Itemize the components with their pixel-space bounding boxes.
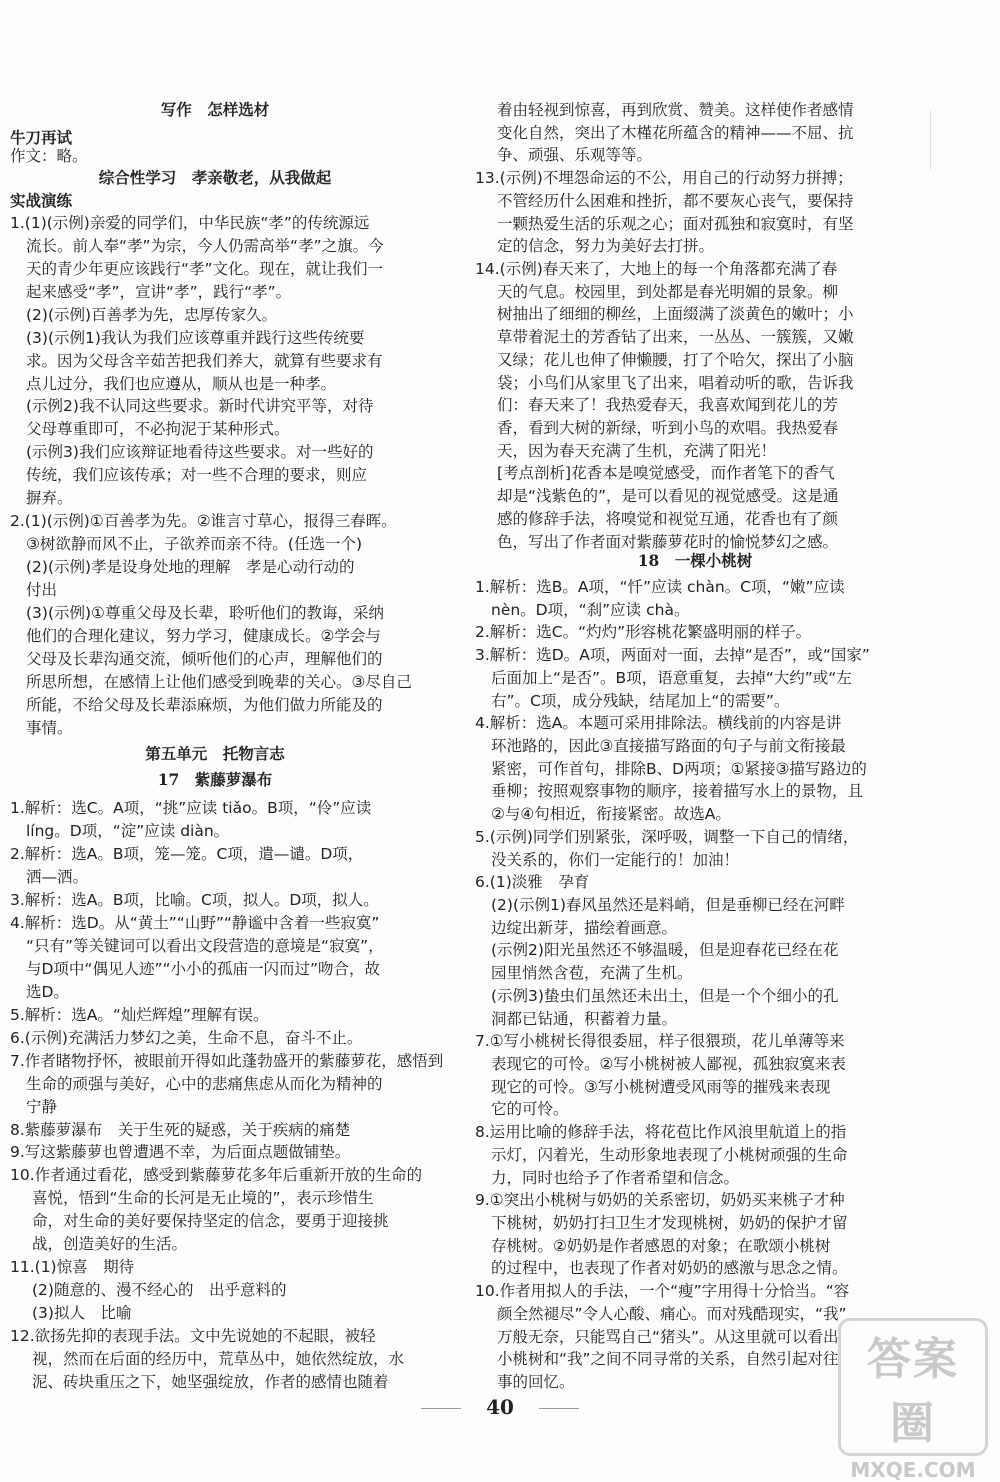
- right-text-line: (示例3)蛰虫们虽然还未出土，但是一个个细小的孔: [491, 987, 839, 1005]
- right-text-line: 园里悄然含苞，充满了生机。: [491, 964, 693, 982]
- left-text-line: 父母尊重即可，不必拘泥于某种形式。: [26, 420, 290, 438]
- left-text-line: 9.写这紫藤萝也曾遭遇不幸，为后面点题做铺垫。: [10, 1143, 351, 1161]
- right-text-line: nèn。D项，“刹”应读 chà。: [491, 601, 690, 619]
- right-text-line: 们：春天来了！我热爱春天，我喜欢闻到花儿的芳: [497, 396, 839, 414]
- left-text-line: 战，创造美好的生活。: [32, 1235, 188, 1253]
- left-text-line: 命，对生命的美好要保持坚定的信念，要勇于迎接挑: [32, 1212, 389, 1230]
- right-text-line: 着由轻视到惊喜，再到欣赏、赞美。这样使作者感情: [497, 101, 854, 119]
- right-text-line: 没关系的，你们一定能行的！加油！: [491, 851, 740, 869]
- right-text-line: 1.解析：选B。A项，“忏”应读 chàn。C项，“嫩”应读: [475, 578, 845, 596]
- left-text-line: 宁静: [26, 1098, 58, 1116]
- right-text-line: 树抽出了细细的柳丝，上面缀满了淡黄色的嫩叶；小: [497, 305, 854, 323]
- left-text-line: 1.(1)(示例)亲爱的同学们，中华民族“孝”的传统源远: [10, 214, 370, 232]
- left-text-line: 洒—洒。: [26, 868, 89, 886]
- left-text-line: “只有”等关键词可以看出文段营造的意境是“寂寞”，: [26, 937, 384, 955]
- right-text-line: 色，写出了作者面对紫藤萝花时的愉悦梦幻之感。: [497, 533, 839, 551]
- watermark-site: MXQE.COM: [850, 1458, 976, 1482]
- left-text-line: ③树欲静而风不止，子欲养而亲不待。(任选一个): [26, 535, 362, 553]
- right-text-line: 小桃树和“我”之间不同寻常的关系，自然引起对往: [497, 1350, 839, 1368]
- right-text-line: 7.①写小桃树长得很委屈，样子很猥琐，花儿单薄等来: [475, 1032, 845, 1050]
- right-text-line: 紧密，可作首句，排除B、D两项；①紧接③描写路边的: [491, 760, 867, 778]
- right-text-line: 香，看到大树的新绿，听到小鸟的欢唱。我热爱春: [497, 419, 839, 437]
- right-text-line: 天，因为春天充满了生机，充满了阳光！: [497, 442, 777, 460]
- right-text-line: 的过程中，也表现了作者对奶奶的感激与思念之情。: [491, 1259, 848, 1277]
- left-text-line: 他们的合理化建议，努力学习，健康成长。②学会与: [26, 627, 381, 645]
- right-text-line: 颜全然褪尽”令人心酸、痛心。而对残酷现实，“我”: [497, 1305, 847, 1323]
- left-text-line: 写作 怎样选材: [160, 100, 270, 119]
- right-text-line: 力，同时也给予了作者希望和信念。: [491, 1169, 740, 1187]
- left-text-line: 喜悦，悟到“生命的长河是无止境的”，表示珍惜生: [32, 1189, 374, 1207]
- right-text-line: 草带着泥土的芳香钻了出来，一丛丛、一簇簇，又嫩: [497, 328, 854, 346]
- left-text-line: 3.解析：选A。B项，比喻。C项，拟人。D项，拟人。: [10, 891, 379, 909]
- right-text-line: (示例2)阳光虽然还不够温暖，但是迎春花已经在花: [491, 941, 839, 959]
- left-text-line: 牛刀再试: [10, 129, 73, 147]
- left-text-line: 付出: [26, 581, 58, 599]
- right-text-line: 后面加上“是否”。B项，语意重复，去掉“大约”或“左: [491, 669, 852, 687]
- left-text-line: 综合性学习 孝亲敬老，从我做起: [98, 168, 332, 187]
- left-text-line: 12.欲扬先抑的表现手法。文中先说她的不起眼，被轻: [10, 1327, 376, 1345]
- left-text-line: 流长。前人奉“孝”为宗，今人仍需高举“孝”之旗。今: [26, 237, 384, 255]
- left-text-line: 作文：略。: [10, 147, 88, 165]
- right-text-line: 袋；小鸟们从家里飞了出来，唱着动听的歌，告诉我: [497, 374, 854, 392]
- left-text-line: (示例2)我不认同这些要求。新时代讲究平等，对待: [26, 397, 374, 415]
- right-text-line: [考点剖析]花香本是嗅觉感受，而作者笔下的香气: [497, 464, 835, 482]
- left-text-line: 所能，不给父母及长辈添麻烦，为他们做力所能及的: [26, 696, 383, 714]
- left-text-line: (2)(示例)孝是设身处地的理解 孝是心动行动的: [26, 558, 355, 576]
- right-text-line: 事的回忆。: [497, 1373, 575, 1391]
- left-text-line: 6.(示例)充满活力梦幻之美，生命不息，奋斗不止。: [10, 1029, 363, 1047]
- left-text-line: líng。D项，“淀”应读 diàn。: [26, 822, 230, 840]
- right-text-line: 3.解析：选D。A项，两面对一面，去掉“是否”，或“国家”: [475, 646, 870, 664]
- left-text-line: 4.解析：选D。从“黄土”“山野”“静谧中含着一些寂寞”: [10, 914, 380, 932]
- left-text-line: 生命的顽强与美好，心中的悲痛焦虑从而化为精神的: [26, 1075, 383, 1093]
- right-text-line: 13.(示例)不埋怨命运的不公，用自己的行动努力拼搏；: [475, 169, 853, 187]
- left-text-line: 天的青少年更应该践行“孝”文化。现在，就让我们一: [26, 260, 384, 278]
- left-text-line: 视，然而在后面的经历中，荒草丛中，她依然绽放，水: [32, 1350, 405, 1368]
- left-text-line: 7.作者睹物抒怀，被眼前开得如此蓬勃盛开的紫藤萝花，感悟到: [10, 1052, 444, 1070]
- right-text-line: 10.作者用拟人的手法，一个“瘦”字用得十分恰当。“容: [475, 1282, 850, 1300]
- right-text-line: 它的可怜。: [491, 1100, 569, 1118]
- left-text-line: 点儿过分，我们也应遵从，顺从也是一种孝。: [26, 375, 337, 393]
- right-text-line: 4.解析：选A。本题可采用排除法。横线前的内容是讲: [475, 714, 842, 732]
- left-text-line: 求。因为父母含辛茹苦把我们养大，就算有些要求有: [26, 352, 383, 370]
- right-text-line: 又绿；花儿也伸了伸懒腰，打了个哈欠，探出了小脑: [497, 351, 854, 369]
- left-text-line: 事情。: [26, 719, 73, 737]
- right-text-line: 2.解析：选C。“灼灼”形容桃花繁盛明丽的样子。: [475, 623, 812, 641]
- left-text-line: 传统，我们应该传承；对一些不合理的要求，则应: [26, 466, 368, 484]
- right-text-line: 垂柳；按照观察事物的顺序，接着描写水上的景物，且: [491, 782, 864, 800]
- left-text-line: 2.(1)(示例)①百善孝为先。②谁言寸草心，报得三春晖。: [10, 512, 397, 530]
- right-text-line: 却是“浅紫色的”，是可以看见的视觉感受。这是通: [497, 487, 839, 505]
- right-text-line: 不管经历什么困难和挫折，都不要灰心丧气，要保持: [497, 192, 854, 210]
- scan-edge-line: [930, 110, 931, 170]
- left-text-line: 起来感受“孝”，宣讲“孝”，践行“孝”。: [26, 283, 292, 301]
- right-text-line: 变化自然，突出了木槿花所蕴含的精神——不屈、抗: [497, 124, 854, 142]
- left-text-line: 8.紫藤萝瀑布 关于生死的疑惑，关于疾病的痛楚: [10, 1121, 351, 1139]
- right-text-line: 存桃树。②奶奶是作者感恩的对象；在歌颂小桃树: [491, 1237, 831, 1255]
- right-text-line: 争、顽强、乐观等等。: [497, 146, 653, 164]
- left-text-line: 所思所想，在感情上让他们感受到晚辈的关心。③尽自己: [26, 673, 412, 691]
- right-text-line: 8.运用比喻的修辞手法，将花苞比作风浪里航道上的指: [475, 1123, 847, 1141]
- right-text-line: 定的信念，努力为美好去打拼。: [497, 237, 715, 255]
- left-text-line: 1.解析：选C。A项，“挑”应读 tiǎo。B项，“伶”应读: [10, 799, 372, 817]
- page-number: 40: [486, 1395, 514, 1419]
- left-text-line: 17 紫藤萝瀑布: [157, 770, 273, 789]
- left-text-line: 与D项中“偶见人迹”“小小的孤庙一闪而过”吻合，故: [26, 960, 381, 978]
- left-text-line: (3)(示例1)我认为我们应该尊重并践行这些传统要: [26, 329, 365, 347]
- right-text-line: ②与④句相近，衔接紧密。故选A。: [491, 805, 731, 823]
- right-text-line: 6.(1)淡雅 孕育: [475, 873, 590, 891]
- left-text-line: (3)拟人 比喻: [32, 1304, 132, 1322]
- left-text-line: 泥、砖块重压之下，她坚强绽放，作者的感情也随着: [32, 1373, 389, 1391]
- right-text-line: 现它的可怜。③写小桃树遭受风雨等的摧残来表现: [491, 1078, 831, 1096]
- left-text-line: (2)随意的、漫不经心的 出乎意料的: [32, 1281, 287, 1299]
- right-text-line: 表现它的可怜。②写小桃树被人鄙视，孤独寂寞来表: [491, 1055, 846, 1073]
- right-text-line: 9.①突出小桃树与奶奶的关系密切，奶奶买来桃子才种: [475, 1191, 845, 1209]
- right-text-line: (2)(示例1)春风虽然还是料峭，但是垂柳已经在河畔: [491, 896, 845, 914]
- right-text-line: 下桃树，奶奶打扫卫生才发现桃树，奶奶的保护才留: [491, 1214, 848, 1232]
- watermark-logo: [838, 1318, 988, 1482]
- right-text-line: 洞都已钻通，积蓄着力量。: [491, 1010, 678, 1028]
- left-text-line: 5.解析：选A。“灿烂辉煌”理解有误。: [10, 1006, 269, 1024]
- left-text-line: 父母及长辈沟通交流，倾听他们的心声，理解他们的: [26, 650, 383, 668]
- left-text-line: (2)(示例)百善孝为先，忠厚传家久。: [26, 306, 278, 324]
- right-text-line: 万般无奈，只能骂自己“猪头”。从这里就可以看出: [497, 1328, 839, 1346]
- left-text-line: (3)(示例)①尊重父母及长辈，聆听他们的教诲，采纳: [26, 604, 384, 622]
- left-text-line: (示例3)我们应该辩证地看待这些要求。对一些好的: [26, 443, 374, 461]
- left-text-line: 第五单元 托物言志: [145, 744, 285, 763]
- right-text-line: 边绽出新芽，描绘着画意。: [491, 919, 678, 937]
- right-text-line: 一颗热爱生活的乐观之心；面对孤独和寂寞时，有坚: [497, 215, 854, 233]
- right-text-line: 5.(示例)同学们别紧张，深呼吸，调整一下自己的情绪，: [475, 828, 859, 846]
- left-text-line: 11.(1)惊喜 期待: [10, 1258, 135, 1276]
- left-text-line: 实战演练: [10, 192, 73, 210]
- left-text-line: 选D。: [26, 983, 69, 1001]
- watermark-logo-text: 答案圈: [838, 1318, 988, 1456]
- right-text-line: 感的修辞手法，将嗅觉和视觉互通，花香也有了颜: [497, 510, 839, 528]
- right-text-line: 示灯，闪着光，生动形象地表现了小桃树顽强的生命: [491, 1146, 848, 1164]
- left-text-line: 2.解析：选A。B项，笼—笼。C项，遣—谴。D项，: [10, 845, 364, 863]
- right-text-line: 右”。C项，成分残缺，结尾加上“的需要”。: [491, 692, 790, 710]
- footer-dash-right: [539, 1408, 579, 1409]
- left-text-line: 10.作者通过看花，感受到紫藤萝花多年后重新开放的生命的: [10, 1166, 423, 1184]
- right-text-line: 18 一棵小桃树: [637, 551, 753, 570]
- right-text-line: 14.(示例)春天来了，大地上的每一个角落都充满了春: [475, 260, 838, 278]
- right-text-line: 环池路的，因此③直接描写路面的句子与前文衔接最: [491, 737, 846, 755]
- footer-dash-left: [421, 1408, 461, 1409]
- right-text-line: 天的气息。校园里，到处都是春光明媚的景象。柳: [497, 283, 839, 301]
- left-text-line: 摒弃。: [26, 489, 73, 507]
